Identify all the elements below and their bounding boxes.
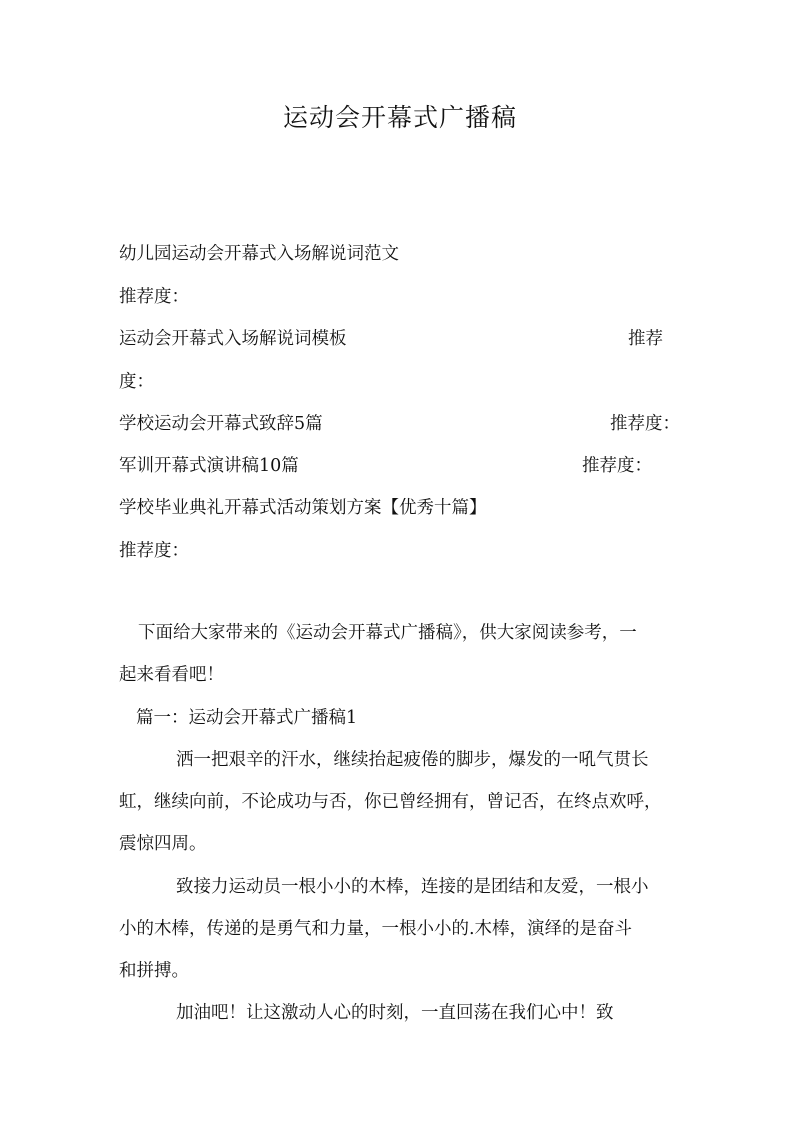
paragraph-2-line-3: 和拼搏。 — [119, 961, 189, 981]
document-title: 运动会开幕式广播稿 — [282, 103, 517, 132]
paragraph-1-line-3: 震惊四周。 — [119, 834, 207, 854]
paragraph-3-line-1: 加油吧！让这激动人心的时刻，一直回荡在我们心中！致 — [176, 1003, 614, 1023]
recommend-label-3: 推荐度： — [610, 414, 680, 434]
paragraph-2-line-2: 小的木棒，传递的是勇气和力量，一根小小的.木棒，演绎的是奋斗 — [119, 919, 633, 939]
paragraph-1-line-1: 洒一把艰辛的汗水，继续抬起疲倦的脚步，爆发的一吼气贯长 — [176, 750, 649, 770]
recommend-label-1: 推荐度： — [119, 287, 189, 307]
recommend-label-5: 推荐度： — [119, 541, 189, 561]
intro-text-line-2: 起来看看吧！ — [119, 665, 224, 685]
recommended-link-1[interactable]: 幼儿园运动会开幕式入场解说词范文 — [119, 244, 399, 264]
recommended-link-2[interactable]: 运动会开幕式入场解说词模板 — [119, 329, 347, 349]
section-heading: 篇一：运动会开幕式广播稿1 — [136, 708, 358, 728]
recommended-link-4[interactable]: 军训开幕式演讲稿10篇 — [119, 456, 299, 476]
intro-text-line-1: 下面给大家带来的《运动会开幕式广播稿》，供大家阅读参考，一 — [138, 623, 637, 643]
paragraph-2-line-1: 致接力运动员一根小小的木棒，连接的是团结和友爱，一根小 — [176, 877, 649, 897]
paragraph-1-line-2: 虹，继续向前，不论成功与否，你已曾经拥有，曾记否，在终点欢呼， — [119, 792, 662, 812]
recommended-link-3[interactable]: 学校运动会开幕式致辞5篇 — [119, 414, 323, 434]
recommend-label-4: 推荐度： — [582, 456, 652, 476]
recommended-link-5[interactable]: 学校毕业典礼开幕式活动策划方案【优秀十篇】 — [119, 498, 487, 518]
recommend-label-2a: 推荐 — [628, 329, 663, 349]
recommend-label-2b: 度： — [119, 372, 154, 392]
